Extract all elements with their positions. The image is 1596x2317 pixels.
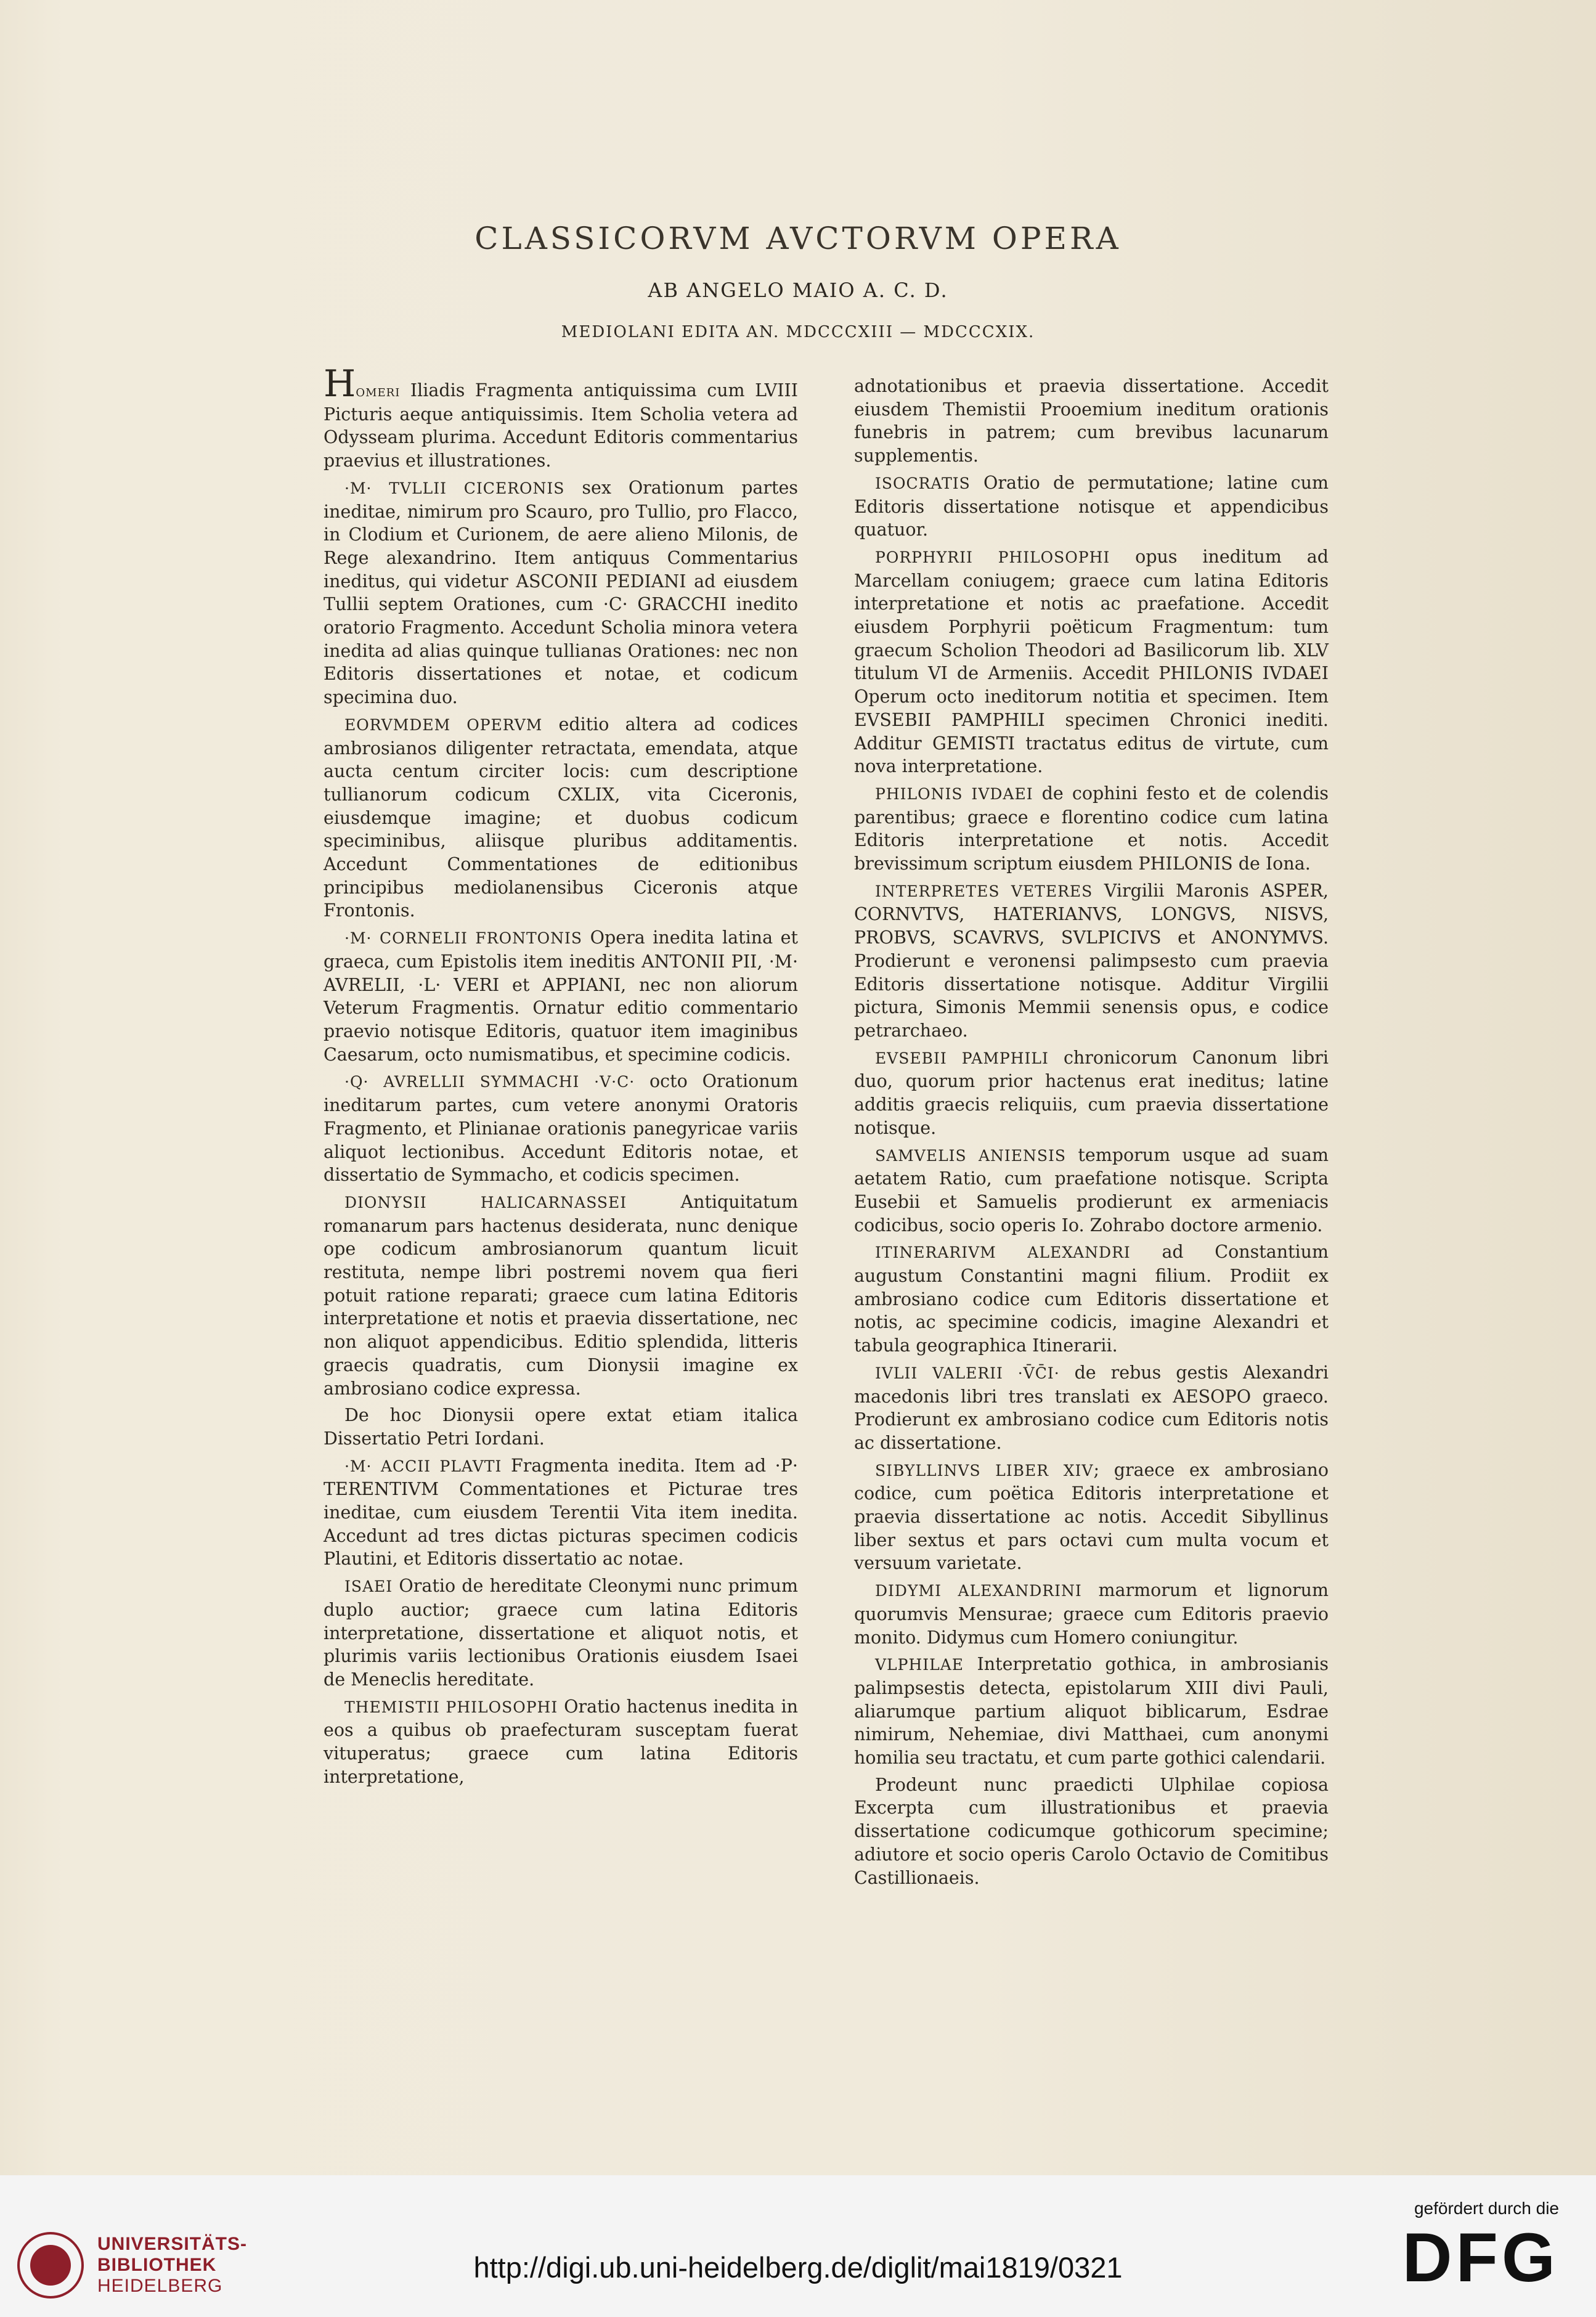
- entry-text: de rebus gestis Alexandri macedonis libri tres translati ex AESOPO graeco. Prodierunt ex ambrosiano codice cum Editoris notis ac dissertatione.: [854, 1362, 1329, 1453]
- library-name-line: HEIDELBERG: [97, 2276, 223, 2296]
- entry-julius-valerius: [854, 1361, 1329, 1455]
- drop-capital: H: [324, 362, 356, 405]
- entry-heading: ISOCRATIS: [875, 474, 971, 492]
- entry-virgil-interpreters: [854, 879, 1329, 1043]
- entry-text: Virgilii Maronis ASPER, CORNVTVS, HATERIANVS, LONGVS, NISVS, PROBVS, SCAVRVS, SVLPICIVS et ANONYMVS. Prodierunt e veronensi palimpsesto cum praevia Editoris dissertatione notisque. Additur Virgilii pictura, Simonis Memmii senensis opus, e codice petrarchaeo.: [854, 880, 1329, 1041]
- entry-heading: EVSEBII PAMPHILI: [875, 1049, 1049, 1067]
- permalink-url[interactable]: http://digi.ub.uni-heidelberg.de/diglit/mai1819/0321: [473, 2251, 1123, 2284]
- entry-homer: [324, 362, 799, 473]
- entry-fronto: [324, 926, 798, 1066]
- page-title: CLASSICORVM AVCTORVM OPERA: [474, 221, 1122, 256]
- page-subtitle: AB ANGELO MAIO A. C. D.: [648, 279, 948, 302]
- entry-dionysius-note: [324, 1404, 798, 1450]
- entry-text: Antiquitatum romanarum pars hactenus desiderata, nunc denique ope codicum ambrosianorum quantum licuit restituta, nempe libri postremi novem qua fieri potuit ratione reparati; graece cum latina Editoris interpretatione et notis et praevia dissertatione, nec non aliquot appendicibus. Editio splendida, litteris graecis quadratis, cum Dionysii imagine ex ambrosiano codice expressa.: [324, 1191, 799, 1399]
- entry-cicero-second-edition: [324, 713, 798, 922]
- entry-heading: SIBYLLINVS LIBER XIV: [875, 1461, 1094, 1480]
- entry-itinerarium: [854, 1240, 1329, 1358]
- entry-text: Fragmenta inedita. Item ad ·P· TERENTIVM Commentationes et Picturae tres ineditae, cum eiusdem Terentii Vita item inedita. Accedunt ad tres dictas picturas specimen codicis Plautini, et Editoris dissertatio ac notae.: [324, 1455, 798, 1570]
- entry-dionysius: [324, 1191, 798, 1400]
- entry-symmachus: [324, 1070, 798, 1187]
- entry-isaeus: [324, 1574, 798, 1692]
- entry-text: marmorum et lignorum quorumvis Mensurae; graece cum Editoris praevio monito. Didymus cum Homero coniungitur.: [854, 1580, 1329, 1648]
- entry-text: Opera inedita latina et graeca, cum Epistolis item ineditis ANTONII PII, ·M· AVRELII, ·L· VERI et APPIANI, nec non aliorum Veterum Fragmentis. Ornatur editio commentario praevio notisque Editoris, quatuor item imaginibus Caesarum, octo numismatibus, et specimine codicis.: [324, 927, 798, 1065]
- entry-porphyry: [854, 545, 1329, 778]
- entry-text: editio altera ad codices ambrosianos diligenter retractata, emendata, atque aucta centum circiter locis: cum descriptione tullianorum codicum CXLIX, vita Ciceronis, eiusdemque imagine; et duobus codicum speciminibus, aliisque pluribus additamentis. Accedunt Commentationes de editionibus principibus mediolanensibus Ciceronis atque Frontonis.: [324, 714, 798, 921]
- entry-sibylline: [854, 1459, 1329, 1576]
- entry-text: Oratio de hereditate Cleonymi nunc primum duplo auctior; graece cum latina Editoris interpretatione, dissertatione et aliquot notis, et plurimis variis lectionibus Orationis eiusdem Isaei de Meneclis hereditate.: [324, 1576, 798, 1690]
- funding-label: gefördert durch die: [1414, 2199, 1559, 2218]
- entry-heading: DIONYSII HALICARNASSEI: [344, 1193, 627, 1211]
- entry-text: opus ineditum ad Marcellam coniugem; graece cum latina Editoris interpretatione et notis ac praefatione. Accedit eiusdem Porphyrii poëticum Fragmentum: tum graecum Scholion Theodori ad Basilicorum lib. XLV titulum VI de Armeniis. Accedit PHILONIS IVDAEI Operum octo ineditorum notitia et specimen. Item EVSEBII PAMPHILI specimen Chronici inediti. Additur GEMISTI tractatus editus de virtute, cum nova interpretatione.: [854, 546, 1329, 777]
- entry-heading: ·M· TVLLII CICERONIS: [344, 479, 565, 497]
- entry-samuel: [854, 1144, 1329, 1237]
- library-name-line: BIBLIOTHEK: [97, 2255, 217, 2275]
- entry-text: ; graece ex ambrosiano codice, cum poëtica Editoris interpretatione et praevia dissertatione ac notis. Accedit Sibyllinus liber sextus et pars octavi cum multa vocum et versuum varietate.: [854, 1459, 1329, 1574]
- entry-themistius-continued: [854, 375, 1329, 468]
- right-column: [854, 375, 1329, 1893]
- entry-heading: PHILONIS IVDAEI: [875, 784, 1033, 803]
- imprint-line: MEDIOLANI EDITA AN. MDCCCXIII — MDCCCXIX.: [561, 323, 1035, 341]
- entry-eusebius: [854, 1046, 1329, 1140]
- entry-themistius: [324, 1695, 798, 1789]
- entry-text: ad Constantium augustum Constantini magni filium. Prodiit ex ambrosiano codice cum Editoris dissertatione et notis, ac specimine codicis, imagine Alexandri et tabula geographica Itinerarii.: [854, 1242, 1329, 1356]
- library-name: [97, 2234, 247, 2297]
- entry-heading: omeri: [356, 382, 401, 400]
- entry-text: Iliadis Fragmenta antiquissima cum LVIII Picturis aeque antiquissimis. Item Scholia vetera ad Odysseam plurima. Accedunt Editoris commentarius praevius et illustrationes.: [324, 380, 799, 471]
- entry-heading: ·M· CORNELII FRONTONIS: [344, 929, 582, 948]
- entry-heading: EORVMDEM OPERVM: [344, 715, 543, 734]
- entry-heading: ·M· ACCII PLAVTI: [344, 1457, 502, 1475]
- library-name-line: UNIVERSITÄTS-: [97, 2234, 248, 2254]
- entry-text: De hoc Dionysii opere extat etiam italica Dissertatio Petri Iordani.: [324, 1405, 798, 1449]
- entry-text: sex Orationum partes ineditae, nimirum pro Scauro, pro Tullio, pro Flacco, in Clodium et Curionem, de aere alieno Milonis, de Rege alexandrino. Item antiquus Commentarius ineditus, qui videtur ASCONII PEDIANI ad eiusdem Tullii septem Orationes, cum ·C· GRACCHI inedito oratorio Fragmento. Accedunt Scholia minora vetera inedita ad alias quinque tullianas Orationes: nec non Editoris dissertationes et notae, et codicum specimina duo.: [324, 477, 798, 708]
- funder-block[interactable]: [1402, 2199, 1559, 2296]
- entry-heading: THEMISTII PHILOSOPHI: [344, 1698, 558, 1716]
- entry-cicero: [324, 476, 798, 709]
- entry-text: Interpretatio gothica, in ambrosianis palimpsestis detecta, epistolarum XIII divi Pauli, aliarumque partium aliquot biblicarum, Esdrae nimirum, Nehemiae, divi Matthaei, cum anonymi homilia seu tractatu, et cum parte gothici calendarii.: [854, 1654, 1329, 1769]
- entry-ulphilas: [854, 1653, 1329, 1770]
- entry-ulphilas-excerpts: [854, 1773, 1329, 1890]
- entry-isocrates: [854, 471, 1329, 542]
- dfg-logo: DFG: [1402, 2219, 1559, 2296]
- entry-heading: PORPHYRII PHILOSOPHI: [875, 548, 1110, 566]
- entry-philo: [854, 782, 1329, 876]
- entry-text: octo Orationum ineditarum partes, cum vetere anonymi Oratoris Fragmento, et Plinianae orationis panegyricae variis aliquot lectionibus. Accedunt Editoris notae, et dissertatio de Symmacho, et codicis specimen.: [324, 1071, 799, 1186]
- entry-text: chronicorum Canonum libri duo, quorum prior hactenus erat ineditus; latine additis graecis reliquiis, cum praevia dissertatione notisque.: [854, 1047, 1329, 1138]
- entry-heading: IVLII VALERII ·V̄C̄I·: [875, 1364, 1060, 1382]
- entry-heading: DIDYMI ALEXANDRINI: [875, 1582, 1082, 1600]
- entry-didymus: [854, 1579, 1329, 1649]
- entry-heading: SAMVELIS ANIENSIS: [875, 1146, 1067, 1165]
- entry-heading: VLPHILAE: [875, 1656, 964, 1674]
- university-seal-icon: [17, 2232, 84, 2299]
- entry-heading: ·Q· AVRELLII SYMMACHI ·V·C·: [344, 1073, 635, 1091]
- university-library-logo[interactable]: [17, 2232, 247, 2299]
- left-column: [324, 362, 799, 1792]
- entry-plautus: [324, 1454, 798, 1571]
- entry-text: Oratio de permutatione; latine cum Editoris dissertatione notisque et appendicibus quatuor.: [854, 472, 1329, 540]
- entry-text: Oratio hactenus inedita in eos a quibus ob praefecturam susceptam fuerat vituperatus; graece cum latina Editoris interpretatione,: [324, 1696, 798, 1787]
- entry-heading: ITINERARIVM ALEXANDRI: [875, 1244, 1131, 1262]
- entry-text: de cophini festo et de colendis parentibus; graece e florentino codice cum latina Editoris interpretatione et notis. Accedit brevissimum scriptum eiusdem PHILONIS de Iona.: [854, 783, 1329, 874]
- entry-heading: INTERPRETES VETERES: [875, 882, 1093, 900]
- entry-text: adnotationibus et praevia dissertatione. Accedit eiusdem Themistii Prooemium ineditum orationis funebris in patrem; cum brevibus lacunarum supplementis.: [854, 376, 1329, 466]
- viewer-footer: [0, 2175, 1596, 2317]
- entry-text: temporum usque ad suam aetatem Ratio, cum praefatione notisque. Scripta Eusebii et Samuelis prodierunt ex armeniacis codicibus, socio operis Io. Zohrabo doctore armenio.: [854, 1144, 1329, 1236]
- entry-heading: ISAEI: [344, 1578, 393, 1596]
- entry-text: Prodeunt nunc praedicti Ulphilae copiosa Excerpta cum illustrationibus et praevia dissertatione codicumque gothicorum specimine; adiutore et socio operis Carolo Octavio de Comitibus Castillionaeis.: [854, 1774, 1329, 1888]
